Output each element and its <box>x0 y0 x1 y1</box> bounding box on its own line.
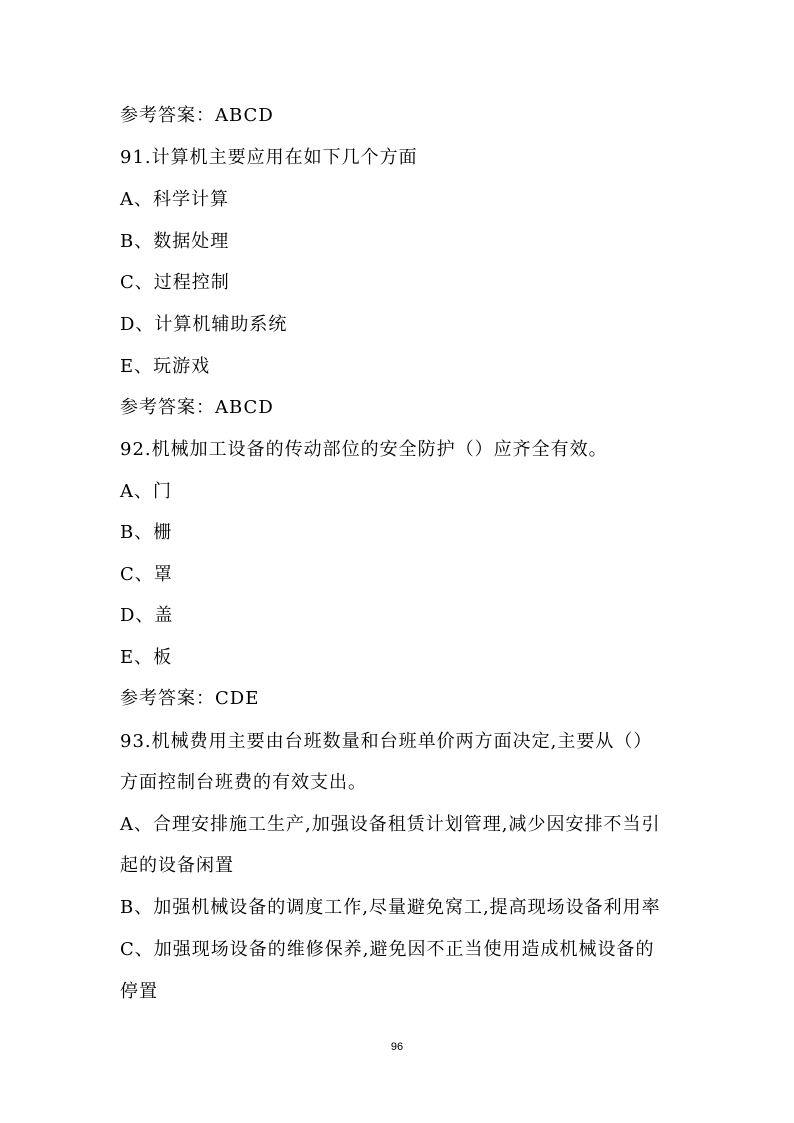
answer-key-92: 参考答案：CDE <box>120 688 260 709</box>
option-91-b: B、数据处理 <box>120 231 230 252</box>
option-93-a: A、合理安排施工生产,加强设备租赁计划管理,减少因安排不当引 <box>120 814 661 835</box>
question-93: 93.机械费用主要由台班数量和台班单价两方面决定,主要从（） <box>120 731 653 752</box>
option-93-b: B、加强机械设备的调度工作,尽量避免窝工,提高现场设备利用率 <box>120 897 661 918</box>
option-91-d: D、计算机辅助系统 <box>120 314 288 335</box>
option-92-d: D、盖 <box>120 605 174 626</box>
question-92: 92.机械加工设备的传动部位的安全防护（）应齐全有效。 <box>120 439 608 460</box>
option-91-c: C、过程控制 <box>120 272 230 293</box>
answer-key-90: 参考答案：ABCD <box>120 105 274 126</box>
option-92-a: A、门 <box>120 481 172 502</box>
page-number: 96 <box>390 1041 404 1053</box>
option-93-a-cont: 起的设备闲置 <box>120 855 234 876</box>
option-91-e: E、玩游戏 <box>120 356 211 377</box>
question-91: 91.计算机主要应用在如下几个方面 <box>120 147 418 168</box>
question-93-cont: 方面控制台班费的有效支出。 <box>120 772 367 793</box>
option-92-b: B、栅 <box>120 522 173 543</box>
answer-key-91: 参考答案：ABCD <box>120 397 274 418</box>
option-92-e: E、板 <box>120 647 173 668</box>
option-92-c: C、罩 <box>120 564 173 585</box>
option-91-a: A、科学计算 <box>120 189 229 210</box>
option-93-c: C、加强现场设备的维修保养,避免因不正当使用造成机械设备的 <box>120 939 655 960</box>
option-93-c-cont: 停置 <box>120 981 158 1002</box>
